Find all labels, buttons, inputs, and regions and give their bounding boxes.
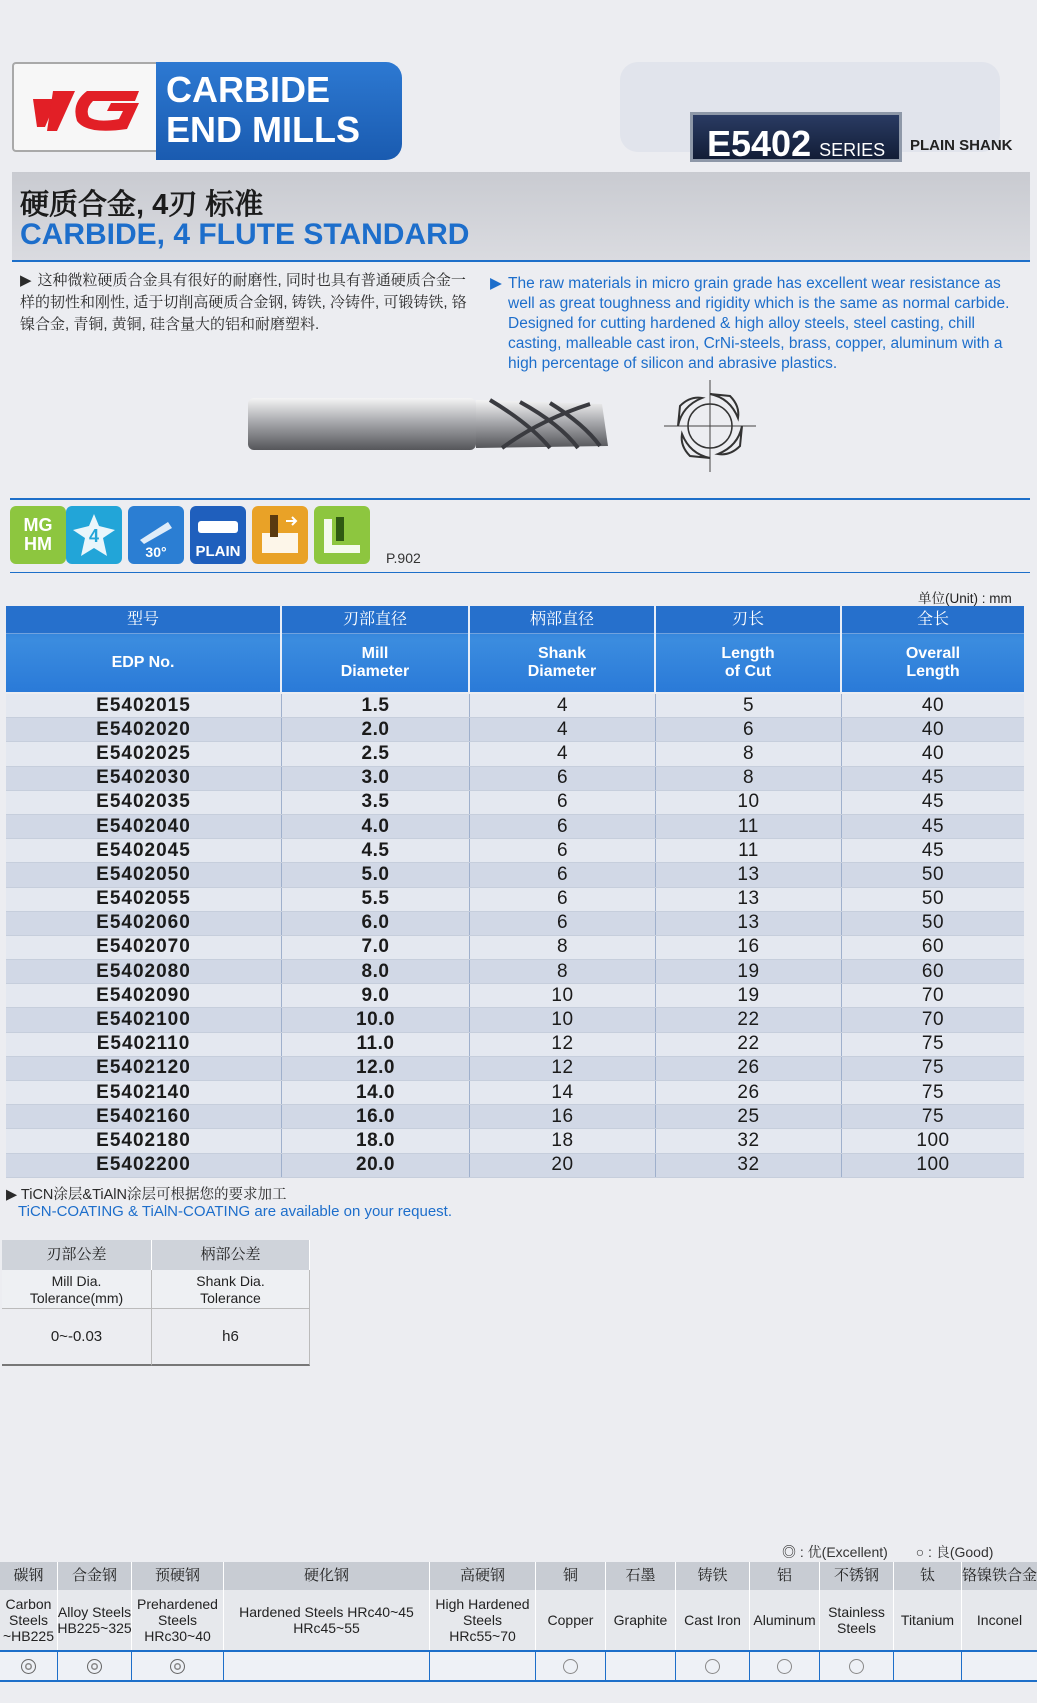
shank-diameter-cell: 6 — [470, 863, 656, 886]
header-overall-length-zh: 全长 — [842, 606, 1024, 634]
header-overall-length-en: Overall Length — [905, 645, 961, 680]
table-row — [6, 791, 1024, 815]
product-title-box — [156, 62, 402, 160]
material-header-en-row — [0, 1590, 1023, 1650]
material-header-zh-row — [0, 1562, 1037, 1590]
unit-label: 单位(Unit) : mm — [918, 591, 1012, 606]
mill-diameter-cell: 16.0 — [282, 1105, 470, 1128]
shank-diameter-cell: 14 — [470, 1081, 656, 1104]
shank-type-label: PLAIN SHANK — [910, 137, 1013, 154]
edp-cell: E5402060 — [6, 912, 282, 935]
section-title-en: CARBIDE, 4 FLUTE STANDARD — [20, 218, 470, 251]
legend-good: ○ : 良(Good) — [915, 1544, 994, 1560]
flute-cross-section-icon — [660, 376, 760, 476]
material-header-en: Titanium — [894, 1590, 962, 1650]
table-row — [6, 1008, 1024, 1032]
shank-diameter-cell: 6 — [470, 815, 656, 838]
excellent-mark-icon — [87, 1659, 102, 1674]
table-row — [6, 815, 1024, 839]
triangle-bullet-icon: ▶ — [490, 275, 502, 292]
overall-length-cell: 75 — [921, 1033, 945, 1055]
shank-diameter-cell: 18 — [470, 1129, 656, 1152]
length-of-cut-cell: 16 — [656, 936, 842, 959]
length-of-cut-cell: 13 — [656, 863, 842, 886]
edp-cell: E5402030 — [6, 767, 282, 790]
material-header-en: High Hardened Steels HRc55~70 — [430, 1590, 536, 1650]
length-of-cut-cell: 26 — [656, 1057, 842, 1080]
header-length-of-cut-en: Length of Cut — [721, 645, 775, 680]
length-of-cut-cell: 19 — [656, 984, 842, 1007]
shank-diameter-cell: 8 — [470, 960, 656, 983]
yg-logo-icon — [27, 79, 147, 135]
material-header-en: Prehardened Steels HRc30~40 — [132, 1590, 224, 1650]
edp-cell: E5402080 — [6, 960, 282, 983]
mill-diameter-cell: 1.5 — [282, 694, 470, 717]
good-mark-icon — [849, 1659, 864, 1674]
length-of-cut-cell: 11 — [656, 839, 842, 862]
overall-length-cell: 100 — [916, 1154, 950, 1176]
side-milling-shape-icon — [256, 511, 304, 559]
table-row — [6, 1033, 1024, 1057]
length-of-cut-cell: 8 — [656, 742, 842, 765]
material-header-en: Hardened Steels HRc40~45 HRc45~55 — [224, 1590, 430, 1650]
series-word: SERIES — [819, 140, 886, 160]
table-row — [6, 742, 1024, 766]
four-flute-icon — [66, 506, 122, 564]
table-row — [6, 1129, 1024, 1153]
material-header-zh: 硬化钢 — [224, 1562, 430, 1590]
plain-shank-shape-icon — [198, 521, 238, 533]
divider-top — [10, 498, 1030, 500]
divider-mid — [10, 572, 1030, 573]
length-of-cut-cell: 22 — [656, 1033, 842, 1056]
edp-cell: E5402090 — [6, 984, 282, 1007]
description-en — [490, 274, 1028, 374]
triangle-bullet-icon: ▶ — [6, 1187, 21, 1203]
mill-diameter-cell: 6.0 — [282, 912, 470, 935]
coating-note-zh-text: TiCN涂层&TiAlN涂层可根据您的要求加工 — [20, 1187, 287, 1203]
overall-length-cell: 40 — [921, 742, 945, 764]
overall-length-cell: 60 — [921, 960, 945, 982]
tolerance-shank-header-en: Shank Dia. Tolerance — [152, 1270, 310, 1308]
helix-30-icon — [128, 506, 184, 564]
length-of-cut-cell: 11 — [656, 815, 842, 838]
header-length-of-cut — [656, 606, 842, 692]
edp-cell: E5402045 — [6, 839, 282, 862]
shank-diameter-cell: 6 — [470, 839, 656, 862]
mg-hm-icon — [10, 506, 66, 564]
tolerance-mill-header: 刃部公差 — [2, 1240, 152, 1270]
mill-diameter-cell: 2.0 — [282, 718, 470, 741]
series-badge — [690, 112, 902, 162]
title-line-2: END MILLS — [166, 109, 360, 150]
material-header-en: Inconel — [962, 1590, 1037, 1650]
excellent-mark-icon — [21, 1659, 36, 1674]
header-mill-diameter-zh: 刃部直径 — [282, 606, 468, 634]
table-row — [6, 888, 1024, 912]
edp-cell: E5402200 — [6, 1154, 282, 1177]
table-row — [6, 694, 1024, 718]
table-row — [6, 1105, 1024, 1129]
material-rating-cell — [224, 1650, 430, 1682]
material-table — [0, 1562, 1037, 1682]
material-rating-cell — [676, 1650, 750, 1682]
material-mark-row — [0, 1650, 1018, 1682]
overall-length-cell: 45 — [921, 839, 945, 861]
header-shank-diameter — [470, 606, 656, 692]
edp-cell: E5402055 — [6, 888, 282, 911]
material-header-en: Alloy Steels HB225~325 — [58, 1590, 132, 1650]
material-header-zh: 合金钢 — [58, 1562, 132, 1590]
overall-length-cell: 70 — [921, 1009, 945, 1031]
table-row — [6, 1081, 1024, 1105]
material-header-zh: 铬镍铁合金 — [962, 1562, 1037, 1590]
material-header-en: Aluminum — [750, 1590, 820, 1650]
shank-diameter-cell: 4 — [470, 718, 656, 741]
material-legend — [782, 1542, 993, 1562]
edp-cell: E5402160 — [6, 1105, 282, 1128]
length-of-cut-cell: 5 — [656, 694, 842, 717]
edp-cell: E5402100 — [6, 1008, 282, 1031]
overall-length-cell: 50 — [921, 863, 945, 885]
shank-diameter-cell: 16 — [470, 1105, 656, 1128]
length-of-cut-cell: 32 — [656, 1154, 842, 1177]
shank-diameter-cell: 4 — [470, 742, 656, 765]
header-mill-diameter — [282, 606, 470, 692]
end-mill-image — [240, 390, 620, 460]
description-zh — [20, 270, 470, 336]
material-rating-cell — [962, 1650, 1037, 1682]
mill-diameter-cell: 7.0 — [282, 936, 470, 959]
shank-diameter-cell: 6 — [470, 791, 656, 814]
table-row — [6, 984, 1024, 1008]
overall-length-cell: 75 — [921, 1057, 945, 1079]
table-row — [6, 1154, 1024, 1178]
overall-length-cell: 75 — [921, 1081, 945, 1103]
header-edp-en: EDP No. — [111, 654, 175, 671]
material-header-zh: 不锈钢 — [820, 1562, 894, 1590]
good-mark-icon — [777, 1659, 792, 1674]
material-header-en: Copper — [536, 1590, 606, 1650]
mill-diameter-cell: 5.5 — [282, 888, 470, 911]
shank-diameter-cell: 6 — [470, 767, 656, 790]
shank-diameter-cell: 10 — [470, 984, 656, 1007]
tolerance-shank-header: 柄部公差 — [152, 1240, 310, 1270]
plain-shank-icon-text: PLAIN — [195, 543, 241, 560]
shank-diameter-cell: 10 — [470, 1008, 656, 1031]
shank-diameter-cell: 6 — [470, 888, 656, 911]
four-flute-icon-text: 4 — [88, 526, 100, 546]
brand-logo — [12, 62, 160, 152]
tolerance-mill-header-en: Mill Dia. Tolerance(mm) — [2, 1270, 152, 1308]
material-header-en: Cast Iron — [676, 1590, 750, 1650]
shank-diameter-cell: 12 — [470, 1033, 656, 1056]
mill-diameter-cell: 10.0 — [282, 1008, 470, 1031]
side-milling-icon — [252, 506, 308, 564]
material-rating-cell — [58, 1650, 132, 1682]
good-mark-icon — [705, 1659, 720, 1674]
edp-cell: E5402120 — [6, 1057, 282, 1080]
coating-note-zh — [6, 1183, 286, 1204]
length-of-cut-cell: 22 — [656, 1008, 842, 1031]
material-header-zh: 铝 — [750, 1562, 820, 1590]
spec-table-body — [6, 694, 1024, 1178]
overall-length-cell: 60 — [921, 936, 945, 958]
header-mill-diameter-en: Mill Diameter — [340, 645, 410, 680]
good-mark-icon — [563, 1659, 578, 1674]
header-shank-diameter-zh: 柄部直径 — [470, 606, 654, 634]
material-header-zh: 钛 — [894, 1562, 962, 1590]
overall-length-cell: 45 — [921, 791, 945, 813]
shank-diameter-cell: 20 — [470, 1154, 656, 1177]
edp-cell: E5402015 — [6, 694, 282, 717]
edp-cell: E5402035 — [6, 791, 282, 814]
length-of-cut-cell: 32 — [656, 1129, 842, 1152]
length-of-cut-cell: 19 — [656, 960, 842, 983]
edp-cell: E5402070 — [6, 936, 282, 959]
length-of-cut-cell: 25 — [656, 1105, 842, 1128]
shank-diameter-cell: 4 — [470, 694, 656, 717]
material-rating-cell — [820, 1650, 894, 1682]
material-header-zh: 预硬钢 — [132, 1562, 224, 1590]
tolerance-table — [2, 1240, 310, 1366]
length-of-cut-cell: 10 — [656, 791, 842, 814]
edp-cell: E5402050 — [6, 863, 282, 886]
slotting-icon — [314, 506, 370, 564]
table-row — [6, 767, 1024, 791]
description-en-text: The raw materials in micro grain grade has excellent wear resistance as well as great toughness and rigidity which is the same as normal carbide. Designed for cutting hardened & high alloy steels, steel casting, chill casting, malleable cast iron, CrNi-steels, brass, copper, aluminum with a high percentage of silicon and abrasive plastics. — [508, 275, 1010, 372]
header-length-of-cut-zh: 刃长 — [656, 606, 840, 634]
slotting-shape-icon — [318, 511, 366, 559]
mill-diameter-cell: 8.0 — [282, 960, 470, 983]
triangle-bullet-icon: ▶ — [20, 272, 32, 289]
material-header-en: Stainless Steels — [820, 1590, 894, 1650]
helix-shape-icon — [136, 518, 176, 544]
length-of-cut-cell: 8 — [656, 767, 842, 790]
overall-length-cell: 50 — [921, 888, 945, 910]
overall-length-cell: 100 — [916, 1129, 950, 1151]
spec-table-header — [6, 606, 1024, 692]
shank-diameter-cell: 6 — [470, 912, 656, 935]
length-of-cut-cell: 26 — [656, 1081, 842, 1104]
mill-diameter-cell: 2.5 — [282, 742, 470, 765]
material-rating-cell — [894, 1650, 962, 1682]
mill-diameter-cell: 3.5 — [282, 791, 470, 814]
edp-cell: E5402110 — [6, 1033, 282, 1056]
mill-diameter-cell: 11.0 — [282, 1033, 470, 1056]
material-rating-cell — [132, 1650, 224, 1682]
edp-cell: E5402025 — [6, 742, 282, 765]
excellent-mark-icon — [170, 1659, 185, 1674]
edp-cell: E5402180 — [6, 1129, 282, 1152]
material-header-zh: 铜 — [536, 1562, 606, 1590]
mill-diameter-cell: 4.5 — [282, 839, 470, 862]
title-line-1: CARBIDE — [166, 69, 331, 110]
overall-length-cell: 40 — [921, 694, 945, 716]
material-rating-cell — [430, 1650, 536, 1682]
table-row — [6, 863, 1024, 887]
four-flute-shape-icon — [69, 510, 119, 560]
material-rating-cell — [536, 1650, 606, 1682]
overall-length-cell: 50 — [921, 912, 945, 934]
material-rating-cell — [0, 1650, 58, 1682]
length-of-cut-cell: 6 — [656, 718, 842, 741]
mill-diameter-cell: 18.0 — [282, 1129, 470, 1152]
overall-length-cell: 45 — [921, 767, 945, 789]
header-edp-zh: 型号 — [6, 606, 280, 634]
table-row — [6, 718, 1024, 742]
material-header-en: Graphite — [606, 1590, 676, 1650]
table-row — [6, 912, 1024, 936]
mg-hm-icon-line2: HM — [24, 534, 52, 554]
description-zh-text: 这种微粒硬质合金具有很好的耐磨性, 同时也具有普通硬质合金一样的韧性和刚性, 适于切削高硬质合金钢, 铸铁, 冷铸件, 可锻铸铁, 铬镍合金, 青铜, 黄铜, 硅含量大的铝和耐磨塑料. — [20, 272, 467, 333]
edp-cell: E5402040 — [6, 815, 282, 838]
edp-cell: E5402140 — [6, 1081, 282, 1104]
material-header-zh: 铸铁 — [676, 1562, 750, 1590]
section-title-zh: 硬质合金, 4刃 标准 — [20, 189, 264, 221]
page-reference: P.902 — [386, 550, 421, 566]
legend-excellent: ◎ : 优(Excellent) — [782, 1544, 888, 1560]
table-row — [6, 960, 1024, 984]
mill-diameter-cell: 4.0 — [282, 815, 470, 838]
length-of-cut-cell: 13 — [656, 912, 842, 935]
table-row — [6, 936, 1024, 960]
mill-diameter-cell: 14.0 — [282, 1081, 470, 1104]
material-header-zh: 碳钢 — [0, 1562, 58, 1590]
tolerance-mill-value: 0~-0.03 — [2, 1308, 152, 1366]
overall-length-cell: 40 — [921, 718, 945, 740]
plain-shank-icon — [190, 506, 246, 564]
helix-30-icon-text: 30° — [145, 544, 167, 560]
mg-hm-icon-line1: MG — [23, 515, 53, 535]
coating-note-en: TiCN-COATING & TiAlN-COATING are available on your request. — [18, 1203, 453, 1220]
header-overall-length — [842, 606, 1024, 692]
mill-diameter-cell: 5.0 — [282, 863, 470, 886]
shank-diameter-cell: 12 — [470, 1057, 656, 1080]
overall-length-cell: 75 — [921, 1105, 945, 1127]
mill-diameter-cell: 3.0 — [282, 767, 470, 790]
table-row — [6, 1057, 1024, 1081]
length-of-cut-cell: 13 — [656, 888, 842, 911]
tolerance-shank-value: h6 — [152, 1308, 310, 1366]
header-edp — [6, 606, 282, 692]
mill-diameter-cell: 20.0 — [282, 1154, 470, 1177]
overall-length-cell: 70 — [921, 984, 945, 1006]
material-rating-cell — [606, 1650, 676, 1682]
material-header-zh: 高硬钢 — [430, 1562, 536, 1590]
overall-length-cell: 45 — [921, 815, 945, 837]
material-header-en: Carbon Steels ~HB225 — [0, 1590, 58, 1650]
mill-diameter-cell: 12.0 — [282, 1057, 470, 1080]
series-code: E5402 — [707, 123, 812, 164]
table-row — [6, 839, 1024, 863]
shank-diameter-cell: 8 — [470, 936, 656, 959]
mill-diameter-cell: 9.0 — [282, 984, 470, 1007]
material-rating-cell — [750, 1650, 820, 1682]
material-header-zh: 石墨 — [606, 1562, 676, 1590]
edp-cell: E5402020 — [6, 718, 282, 741]
header-shank-diameter-en: Shank Diameter — [527, 645, 597, 680]
